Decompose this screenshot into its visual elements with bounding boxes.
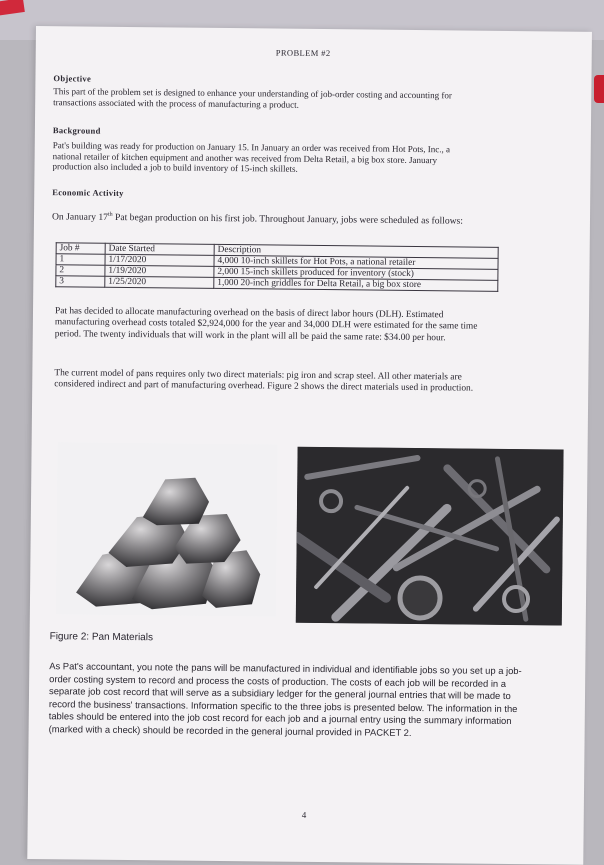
job-number-cell: 3 — [56, 276, 105, 288]
materials-line: The current model of pans requires only two direct materials: pig iron and scrap steel. All other materials are — [54, 368, 462, 383]
description-cell: 2,000 15-inch skillets produced for inventory (stock) — [214, 266, 498, 280]
economic-activity-heading: Economic Activity — [52, 187, 124, 198]
date-started-cell: 1/25/2020 — [105, 276, 214, 288]
objective-line: transactions associated with the process of manufacturing a product. — [53, 96, 299, 110]
description-cell: 4,000 10-inch skillets for Hot Pots, a national retailer — [214, 255, 498, 269]
column-header-date: Date Started — [105, 243, 214, 255]
accountant-line: record the business' transactions. Information specific to the three jobs is presented below. The information in the — [48, 697, 518, 714]
objective-text — [53, 86, 452, 111]
document-page — [27, 26, 592, 865]
background-heading: Background — [52, 125, 101, 136]
accountant-line: tables should be entered into the job cost record for each job and a journal entry using the summary information — [48, 710, 512, 727]
figure-caption: Figure 2: Pan Materials — [49, 631, 154, 644]
description-cell: 1,000 20-inch griddles for Delta Retail, a big box store — [214, 277, 498, 291]
overhead-line: manufacturing overhead costs totaled $2,924,000 for the year and 34,000 DLH were estimated for the same time — [54, 317, 478, 333]
overhead-line: Pat has decided to allocate manufacturing overhead on the basis of direct labor hours (DLH). Estimated — [54, 306, 444, 321]
objective-heading: Objective — [53, 73, 92, 84]
background-line: national retailer of kitchen equipment and another was received from Delta Retail, a big box store. January — [52, 150, 438, 165]
materials-paragraph — [54, 368, 473, 395]
column-header-description: Description — [214, 244, 498, 258]
background-line: Pat's building was ready for production on January 15. In January an order was received from Hot Pots, Inc., a — [52, 140, 451, 155]
column-header-job: Job # — [56, 243, 105, 255]
page-number: 4 — [301, 809, 307, 820]
materials-line: considered indirect and part of manufacturing overhead. Figure 2 shows the direct materials used in production. — [54, 379, 474, 395]
red-fabric-right — [594, 75, 604, 103]
background-line: production also included a job to build inventory of 15-inch skillets. — [52, 161, 298, 174]
intro-end: Pat began production on his first job. Throughout January, jobs were scheduled as follows: — [112, 212, 464, 227]
date-started-cell: 1/19/2020 — [105, 265, 214, 277]
pig-iron-image — [56, 442, 278, 616]
accountant-paragraph — [49, 660, 522, 741]
date-started-cell: 1/17/2020 — [105, 254, 214, 266]
accountant-line: (marked with a check) should be recorded in the general journal provided in PACKET 2. — [48, 723, 412, 738]
overhead-paragraph — [55, 306, 478, 345]
background-text — [52, 140, 450, 176]
objective-line: This part of the problem set is designed to enhance your understanding of job-order costing and accounting for — [53, 86, 453, 101]
overhead-line: period. The twenty individuals that will work in the plant will all be paid the same rate: $34.00 per hour. — [54, 329, 446, 344]
accountant-line: As Pat's accountant, you note the pans will be manufactured in individual and identifiable jobs so you set up a job- — [49, 660, 522, 677]
intro-superscript: th — [107, 211, 113, 218]
job-number-cell: 2 — [56, 265, 105, 277]
accountant-line: order costing system to record and process the costs of production. The costs of each job will be recorded in a — [49, 672, 507, 689]
intro-start: On January 17 — [51, 211, 109, 223]
scrap-steel-illustration — [296, 447, 564, 626]
pig-iron-illustration — [56, 442, 278, 616]
scrap-steel-image — [296, 447, 564, 626]
economic-activity-intro — [52, 209, 463, 227]
job-number-cell: 1 — [56, 254, 105, 266]
jobs-table — [55, 242, 498, 292]
page-title: PROBLEM #2 — [275, 47, 331, 59]
accountant-line: separate job cost record that will serve as a subsidiary ledger for the general journal entries that will be made to — [48, 685, 511, 702]
